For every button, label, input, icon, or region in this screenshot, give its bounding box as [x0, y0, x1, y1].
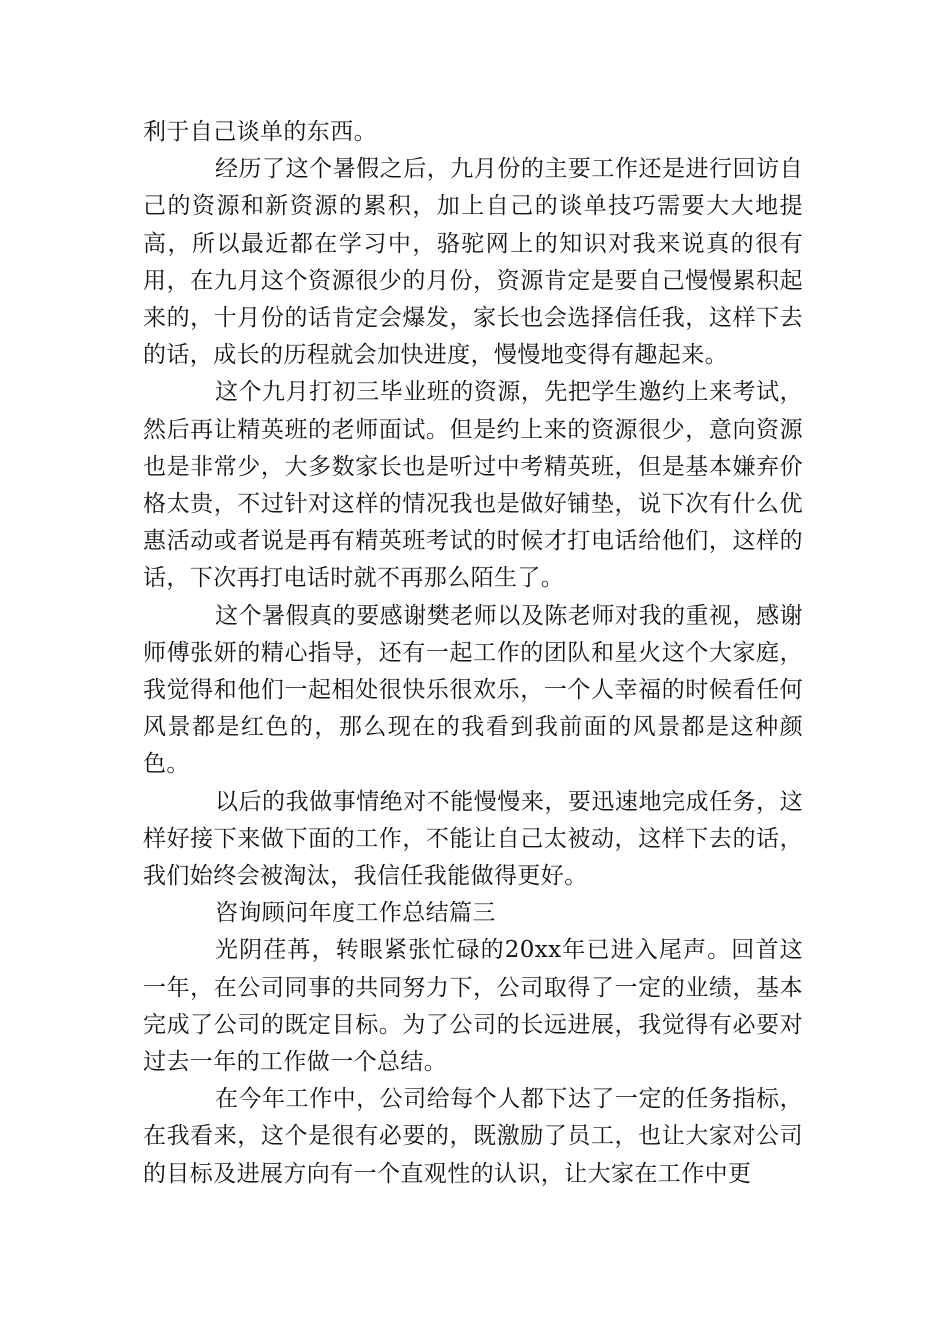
paragraph-task-targets: 在今年工作中，公司给每个人都下达了一定的任务指标，在我看来，这个是很有必要的，既激励了员工，也让大家对公司的目标及进展方向有一个直观性的认识，让大家在工作中更 [143, 1086, 803, 1187]
paragraph-continuation: 利于自己谈单的东西。 [143, 119, 377, 145]
paragraph-graduating-class: 这个九月打初三毕业班的资源，先把学生邀约上来考试，然后再让精英班的老师面试。但是约上来的资源很少，意向资源也是非常少，大多数家长也是听过中考精英班，但是基本嫌弃价格太贵，不过针对这样的情况我也是做好铺垫，说下次有什么优惠活动或者说是再有精英班考试的时候才打电话给他们，这样的话，下次再打电话时就不再那么陌生了。 [143, 379, 803, 592]
paragraph-september-work: 经历了这个暑假之后，九月份的主要工作还是进行回访自己的资源和新资源的累积，加上自己的谈单技巧需要大大地提高，所以最近都在学习中，骆驼网上的知识对我来说真的很有用，在九月这个资源很少的月份，资源肯定是要自己慢慢累积起来的，十月份的话肯定会爆发，家长也会选择信任我，这样下去的话，成长的历程就会加快进度，慢慢地变得有趣起来。 [143, 156, 803, 369]
paragraph-future: 以后的我做事情绝对不能慢慢来，要迅速地完成任务，这样好接下来做下面的工作，不能让自己太被动，这样下去的话，我们始终会被淘汰，我信任我能做得更好。 [143, 788, 803, 890]
document-body [143, 114, 803, 1193]
section-heading: 咨询顾问年度工作总结篇三 [215, 900, 496, 927]
paragraph-thanks: 这个暑假真的要感谢樊老师以及陈老师对我的重视，感谢师傅张妍的精心指导，还有一起工作的团队和星火这个大家庭，我觉得和他们一起相处很快乐很欢乐，一个人幸福的时候看任何风景都是红色的，那么现在的我看到我前面的风景都是这种颜色。 [143, 602, 803, 778]
paragraph-year-review: 光阴荏苒，转眼紧张忙碌的20xx年已进入尾声。回首这一年，在公司同事的共同努力下，公司取得了一定的业绩，基本完成了公司的既定目标。为了公司的长远进展，我觉得有必要对过去一年的工作做一个总结。 [143, 937, 803, 1076]
